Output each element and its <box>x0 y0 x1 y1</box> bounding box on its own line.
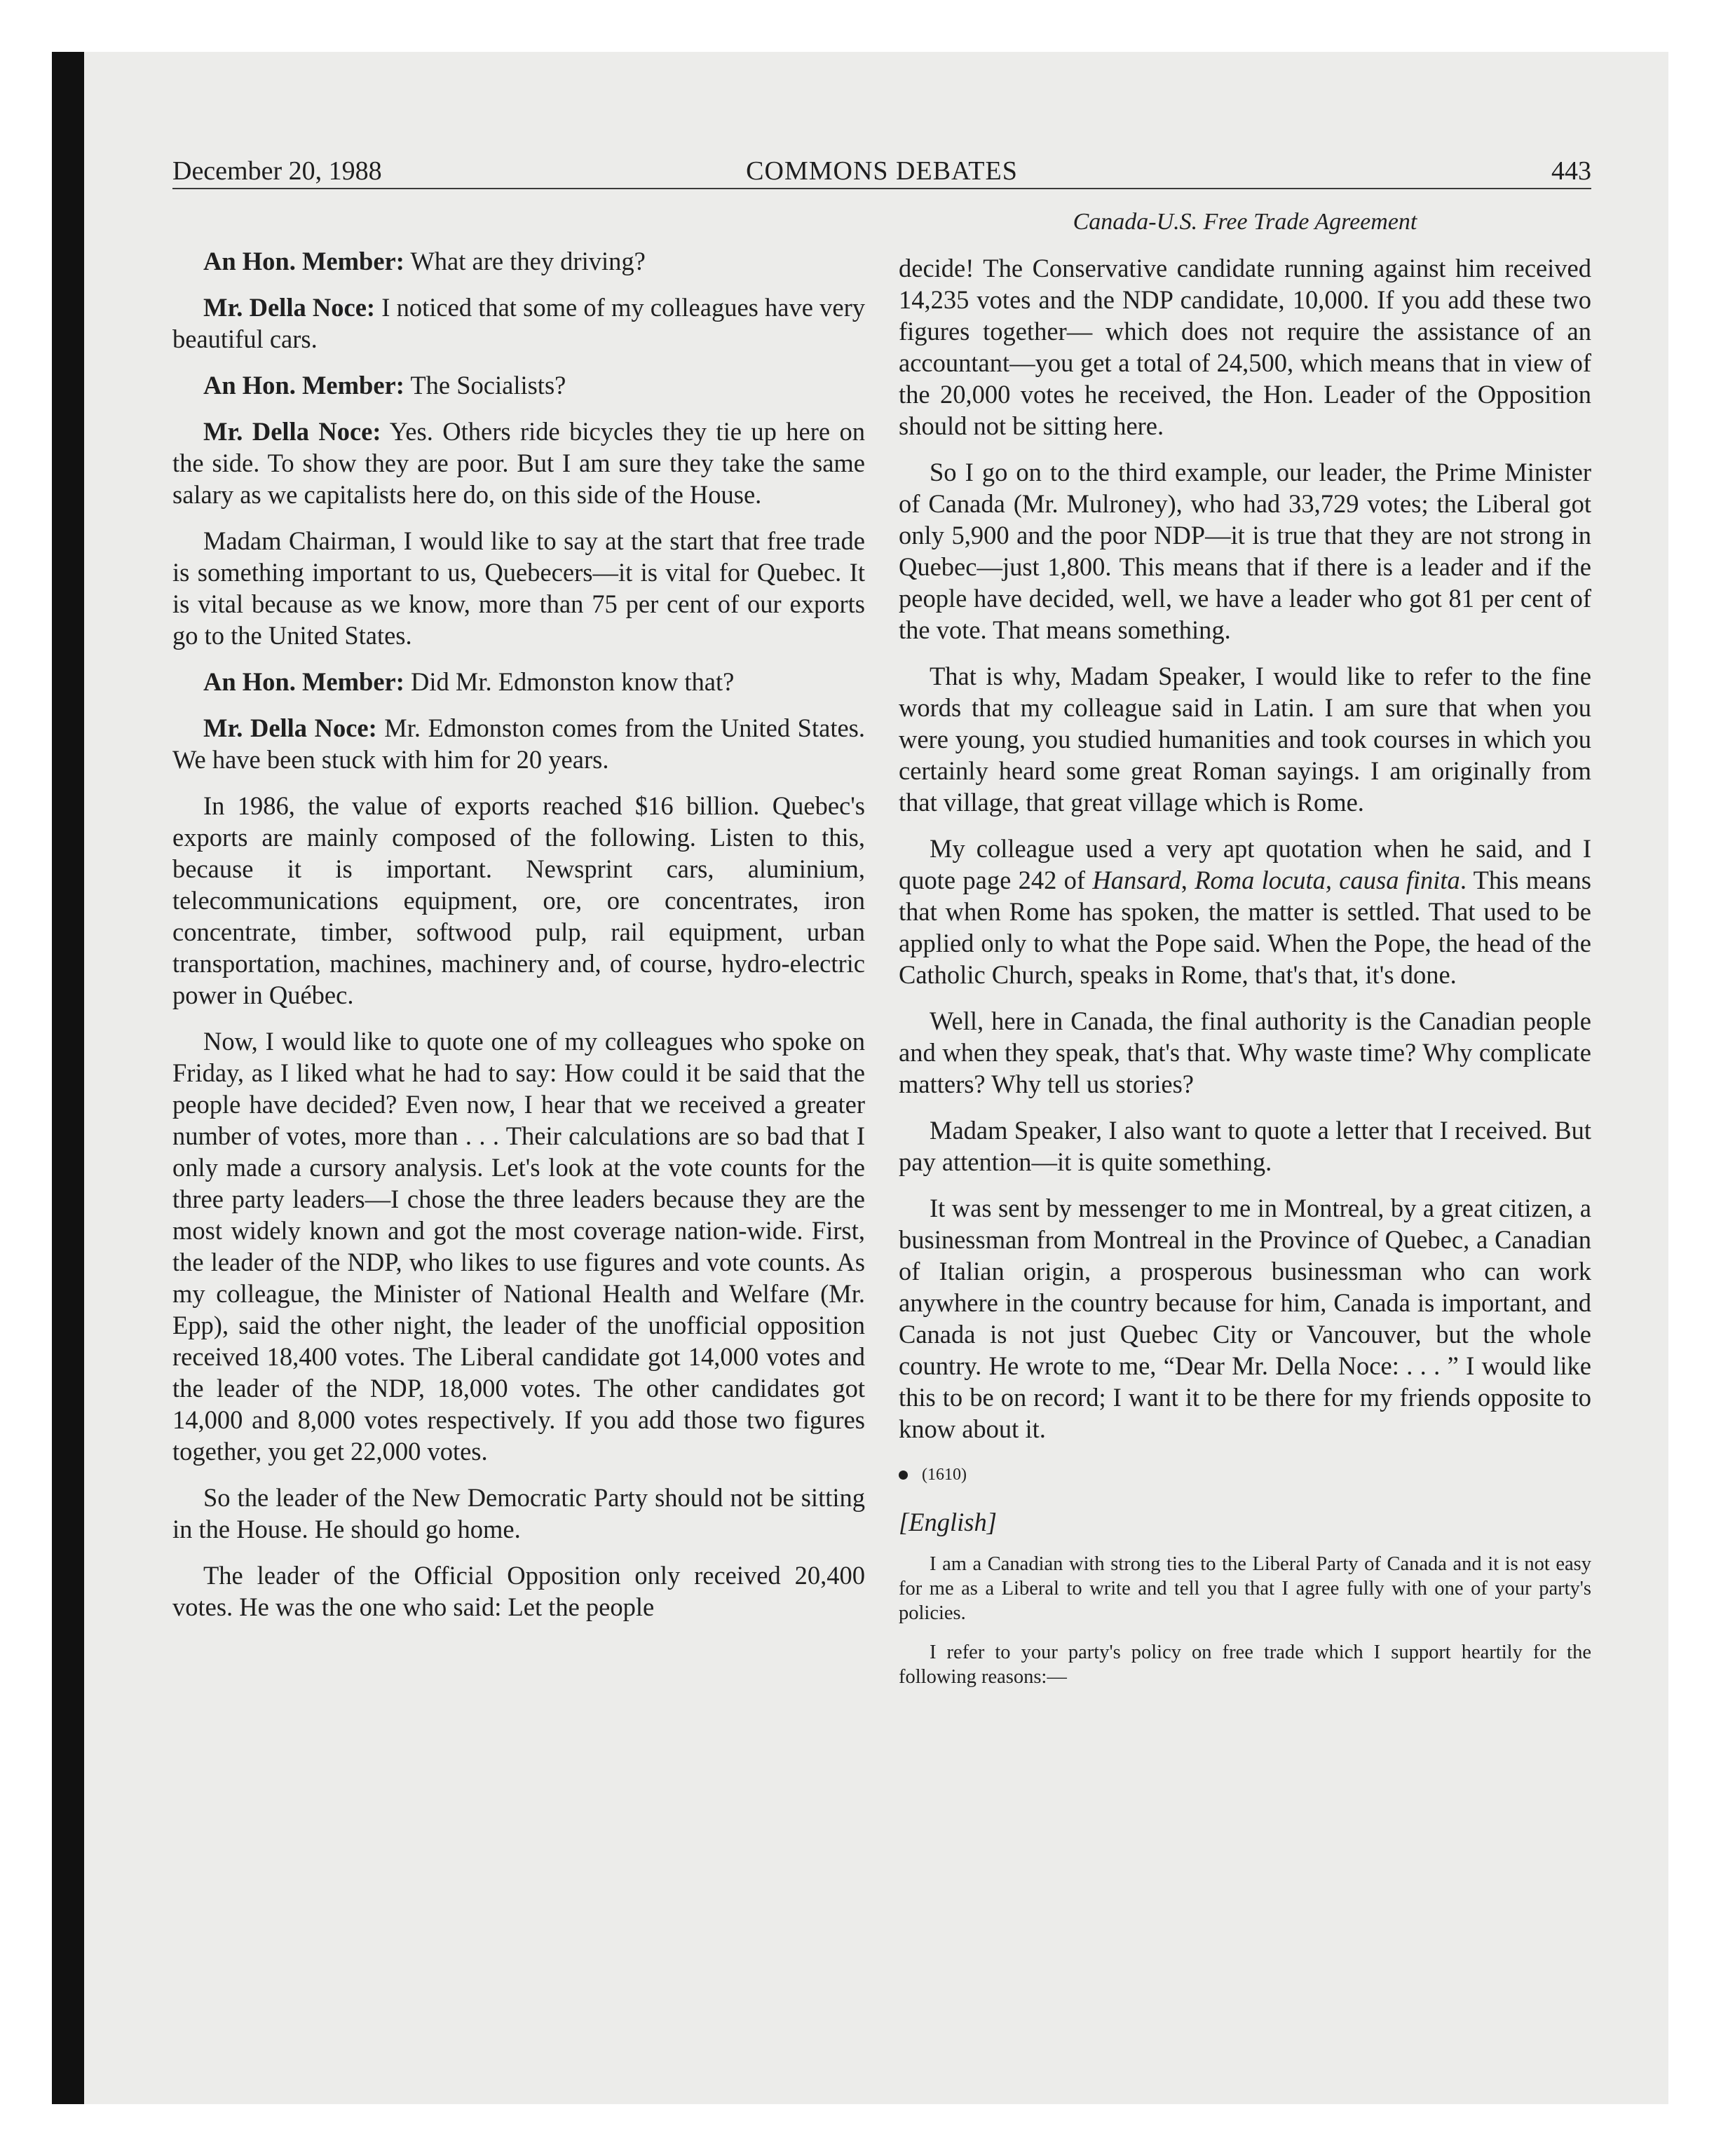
time-marker-text: (1610) <box>922 1466 967 1484</box>
paragraph: Now, I would like to quote one of my colleagues who spoke on Friday, as I liked what he had to say: How could it be said that the people have decided? Even now, I hear that we received a greater number of votes, more than . . . Their calculations are so bad that I only made a cursory analysis. Let's look at the vote counts for the three party leaders—I chose the three leaders because they are the most widely known and got the most coverage nation-wide. First, the leader of the NDP, who likes to use figures and vote counts. As my colleague, the Minister of National Health and Welfare (Mr. Epp), said the other night, the leader of the unofficial opposition received 18,400 votes. The Liberal candidate got 14,000 votes and the leader of the NDP, 18,000 votes. The other candidates got 14,000 and 8,000 votes respectively. If you add those two figures together, you get 22,000 votes. <box>172 1027 865 1466</box>
speaker-label: An Hon. Member: <box>203 667 404 696</box>
paragraph <box>172 245 865 277</box>
latin-quote: Roma locuta, causa finita <box>1195 866 1460 894</box>
paragraph <box>172 292 865 355</box>
bullet-icon <box>899 1471 908 1480</box>
page-number: 443 <box>1551 156 1591 186</box>
speaker-label: Mr. Della Noce: <box>203 293 376 322</box>
paragraph: That is why, Madam Speaker, I would like to refer to the fine words that my colleague said in Latin. I am sure that when you were young, you studied humanities and took courses in which you certainly heard some great Roman sayings. I am originally from that village, that great village which is Rome. <box>899 662 1591 817</box>
paragraph <box>172 416 865 510</box>
paragraph <box>172 666 865 697</box>
paragraph: Madam Chairman, I would like to say at the start that free trade is something important to us, Quebecers—it is vital for Quebec. It is vital because as we know, more than 75 per cent of our exports go to the United States. <box>172 526 865 650</box>
letter-paragraph: I refer to your party's policy on free trade which I support heartily for the following reasons:— <box>899 1642 1591 1688</box>
paragraph <box>172 712 865 775</box>
paragraph: So I go on to the third example, our leader, the Prime Minister of Canada (Mr. Mulroney), who had 33,729 votes; the Liberal got only 5,900 and the poor NDP—it is true that they are not strong in Quebec—just 1,800. This means that if there is a leader and if the people have decided, well, we have a leader who got 81 per cent of the vote. That means something. <box>899 458 1591 644</box>
text-run: . This means that when Rome has spoken, the matter is settled. That used to be applied only to what the Pope said. When the Pope, the head of the Catholic Church, speaks in Rome, that's that, it's done. <box>899 866 1592 989</box>
speech-text: The Socialists? <box>404 371 566 400</box>
page-header <box>172 153 1591 189</box>
paragraph: So the leader of the New Democratic Party should not be sitting in the House. He should go home. <box>172 1483 865 1543</box>
speech-text: Did Mr. Edmonston know that? <box>404 667 735 696</box>
paragraph: Well, here in Canada, the final authority is the Canadian people and when they speak, that's that. Why waste time? Why complicate matters? Why tell us stories? <box>899 1007 1591 1098</box>
speech-text: What are they driving? <box>404 247 646 275</box>
text-run: My colleague used a very apt quotation when he said, and I quote page 242 of <box>899 834 1591 894</box>
running-head: Canada-U.S. Free Trade Agreement <box>1073 209 1417 235</box>
paragraph: It was sent by messenger to me in Montreal, by a great citizen, a businessman from Montreal in the Province of Quebec, a Canadian of Italian origin, a prosperous businessman who can work anywhere in the country because for him, Canada is important, and Canada is not just Quebec City or Vancouver, but the whole country. He wrote to me, “Dear Mr. Della Noce: . . . ” I would like this to be on record; I want it to be there for my friends opposite to know about it. <box>899 1194 1591 1443</box>
text-run: , <box>1181 866 1195 894</box>
left-column <box>172 245 865 1637</box>
paragraph: Madam Speaker, I also want to quote a letter that I received. But pay attention—it is quite something. <box>899 1116 1591 1176</box>
hansard-citation: Hansard <box>1092 866 1181 894</box>
paragraph: The leader of the Official Opposition only received 20,400 votes. He was the one who said: Let the people <box>172 1561 865 1621</box>
paragraph <box>172 369 865 401</box>
speaker-label: An Hon. Member: <box>203 247 404 275</box>
speaker-label: An Hon. Member: <box>203 371 404 400</box>
speaker-label: Mr. Della Noce: <box>203 417 381 446</box>
paragraph <box>899 833 1591 990</box>
time-marker <box>899 1459 1591 1491</box>
speaker-label: Mr. Della Noce: <box>203 714 377 742</box>
speech-text: Mr. Edmonston comes from the United States. We have been stuck with him for 20 years. <box>172 714 865 774</box>
binding-shadow <box>52 52 84 2104</box>
header-title: COMMONS DEBATES <box>746 156 1018 186</box>
speech-text: Yes. Others ride bicycles they tie up here on the side. To show they are poor. But I am sure they take the same salary as we capitalists here do, on this side of the House. <box>172 417 865 509</box>
speech-text: I noticed that some of my colleagues have very beautiful cars. <box>172 293 865 353</box>
header-rule <box>172 188 1591 189</box>
header-date: December 20, 1988 <box>172 156 382 186</box>
paragraph: In 1986, the value of exports reached $16 billion. Quebec's exports are mainly composed of the following. Listen to this, because it is important. Newsprint cars, aluminium, telecommunications equipment, ore, ore concentrates, iron concentrate, timber, softwood pulp, rail equipment, urban transportation, machines, machinery and, of course, hydro-electric power in Québec. <box>172 791 865 1009</box>
language-tag: [English] <box>899 1508 997 1536</box>
paragraph: decide! The Conservative candidate running against him received 14,235 votes and the NDP candidate, 10,000. If you add these two figures together— which does not require the assistance of an accountant—you get a total of 24,500, which means that in view of the 20,000 votes he received, the Hon. Leader of the Opposition should not be sitting here. <box>899 254 1591 440</box>
right-column <box>899 252 1591 1704</box>
letter-paragraph: I am a Canadian with strong ties to the Liberal Party of Canada and it is not easy for me as a Liberal to write and tell you that I agree fully with one of your party's policies. <box>899 1553 1591 1624</box>
